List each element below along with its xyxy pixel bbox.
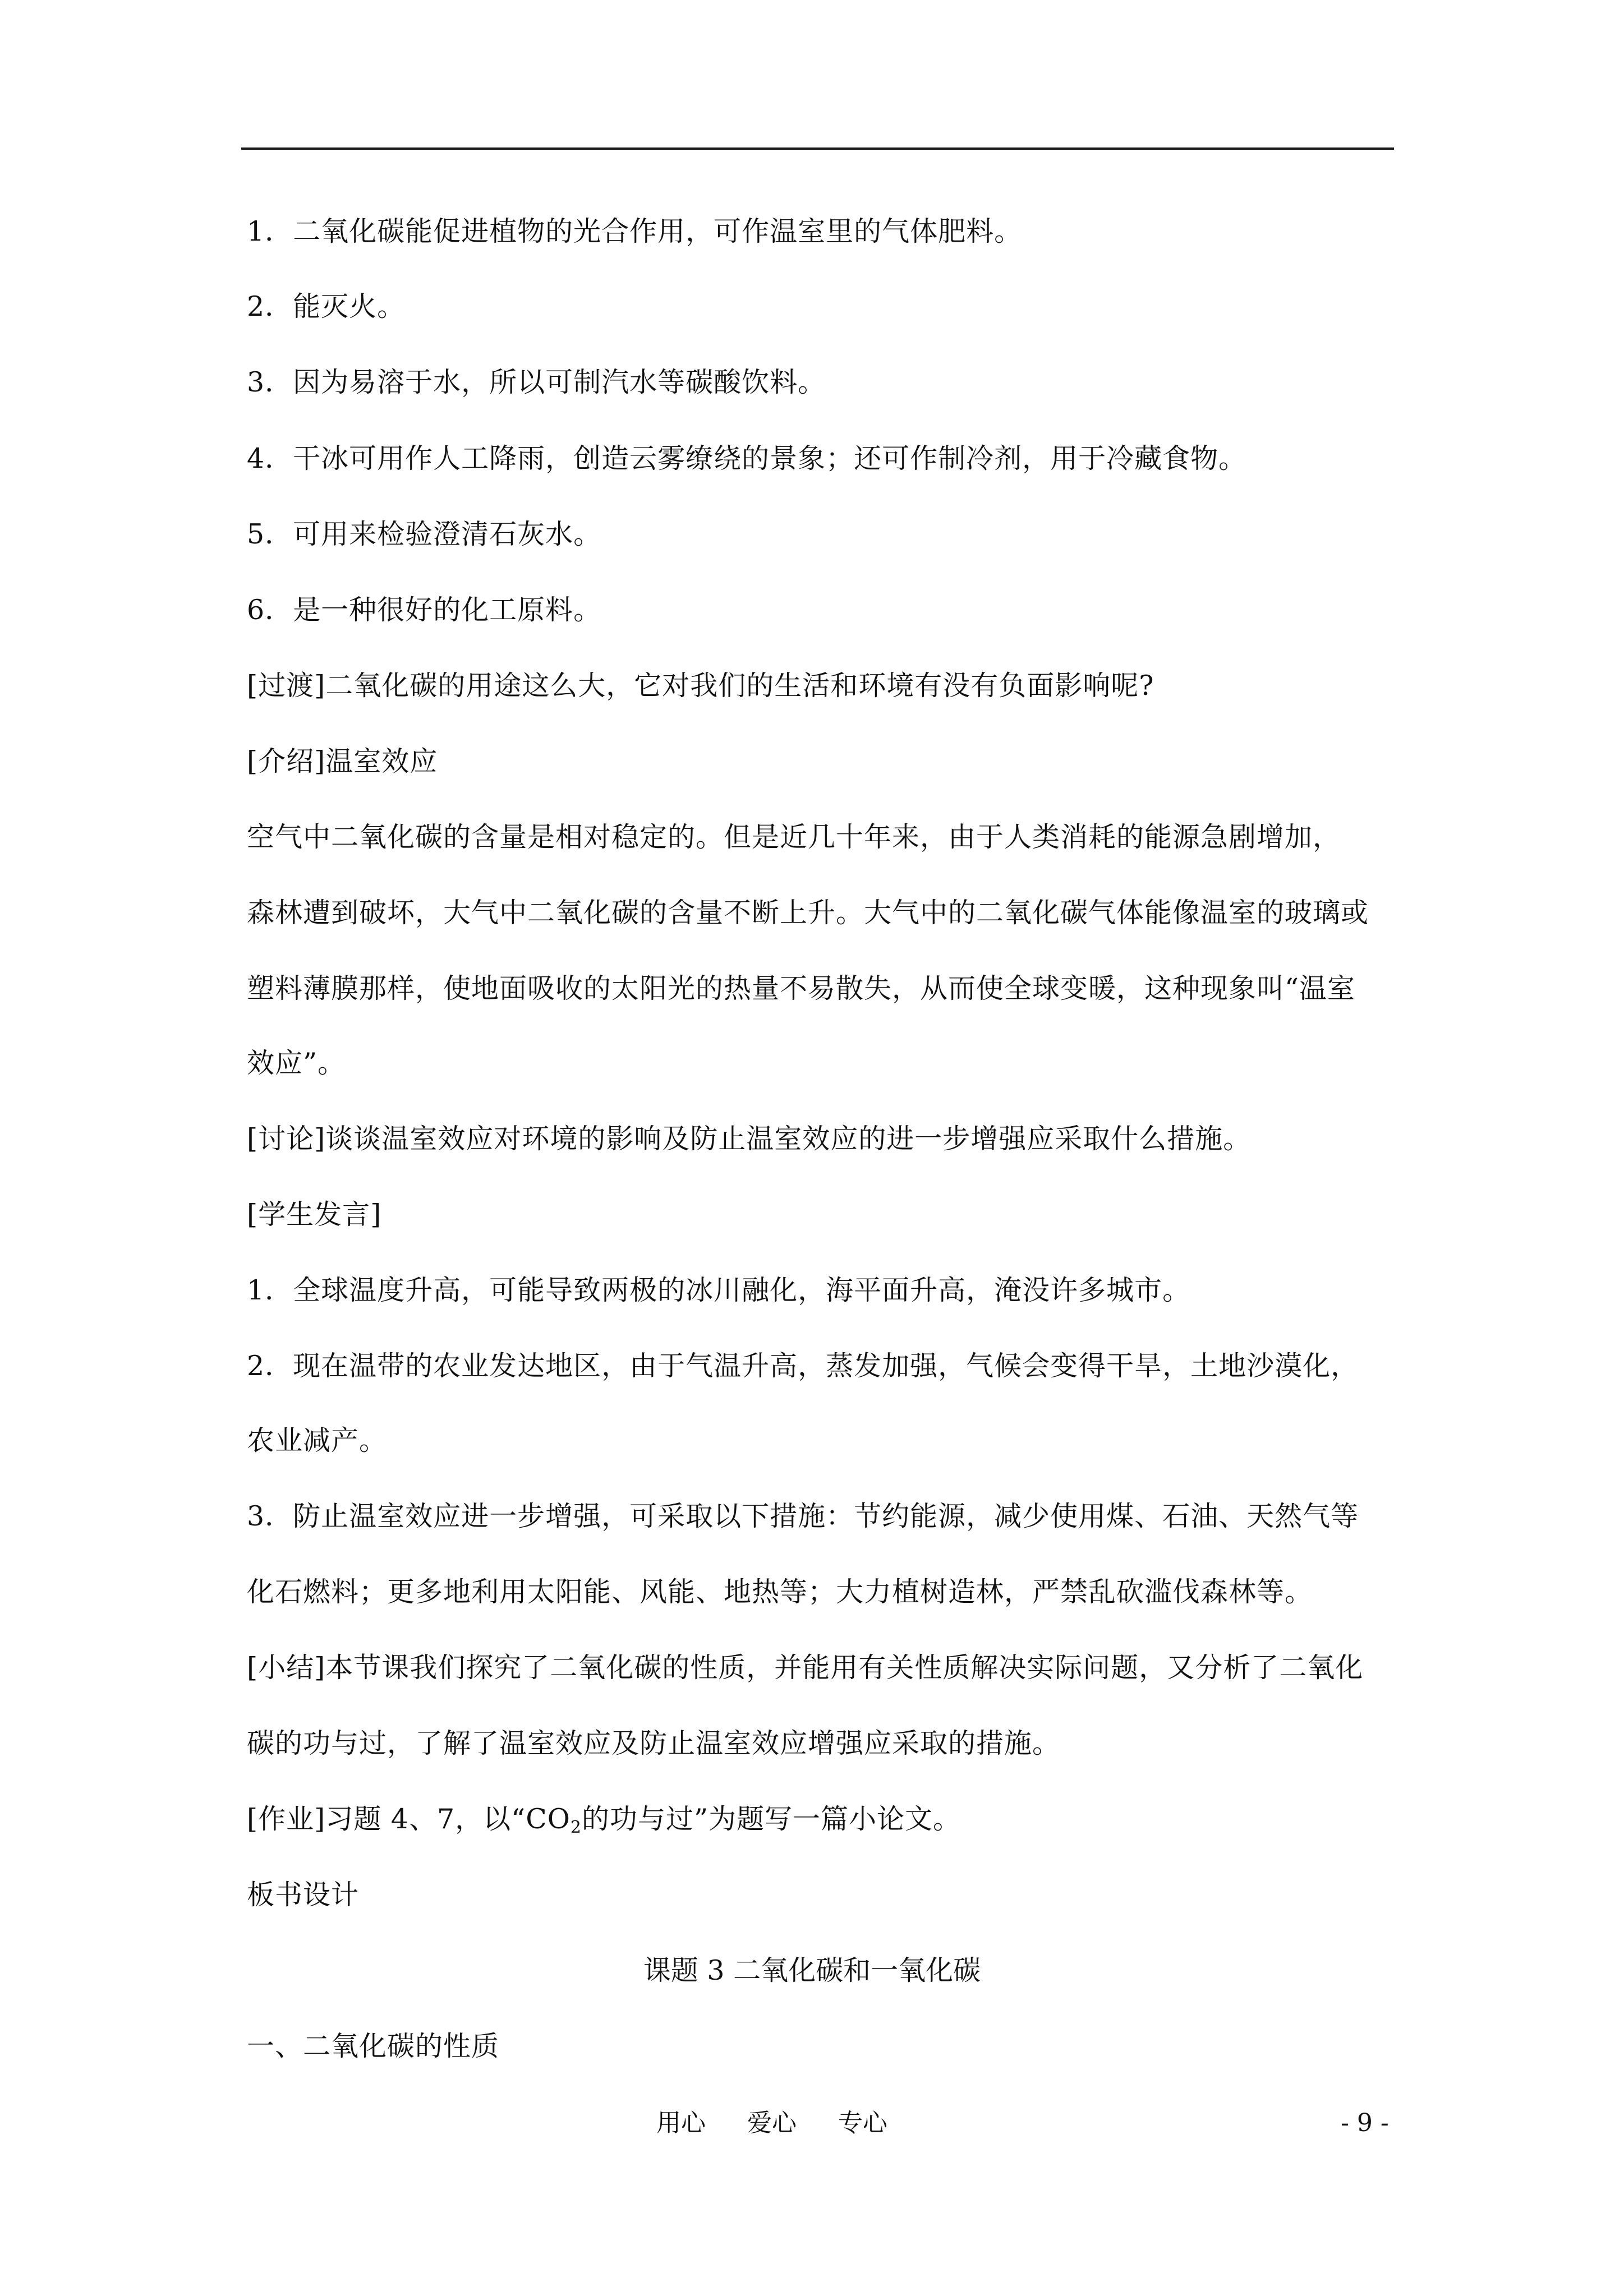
introduction-heading: [介绍]温室效应 — [247, 745, 438, 777]
use-item-4: 4．干冰可用作人工降雨，创造云雾缭绕的景象；还可作制冷剂，用于冷藏食物。 — [247, 442, 1247, 474]
summary-line-1: [小结]本节课我们探究了二氧化碳的性质，并能用有关性质解决实际问题，又分析了二氧化 — [247, 1652, 1364, 1684]
speech-item-3-line-1: 3．防止温室效应进一步增强，可采取以下措施：节约能源，减少使用煤、石油、天然气等 — [247, 1500, 1359, 1532]
student-speech-heading: [学生发言] — [247, 1198, 382, 1230]
use-item-1: 1．二氧化碳能促进植物的光合作用，可作温室里的气体肥料。 — [247, 215, 1023, 247]
use-item-5: 5．可用来检验澄清石灰水。 — [247, 518, 602, 550]
homework-paragraph — [247, 1802, 961, 1837]
homework-text-after: 的功与过”为题写一篇小论文。 — [581, 1803, 961, 1835]
discussion-paragraph: [讨论]谈谈温室效应对环境的影响及防止温室效应的进一步增强应采取什么措施。 — [247, 1123, 1252, 1155]
greenhouse-paragraph-line-4: 效应”。 — [247, 1047, 346, 1079]
speech-item-2-line-1: 2．现在温带的农业发达地区，由于气温升高，蒸发加强，气候会变得干旱，土地沙漠化， — [247, 1350, 1359, 1382]
use-item-6: 6．是一种很好的化工原料。 — [247, 594, 602, 626]
section-heading: 一、二氧化碳的性质 — [247, 2030, 500, 2062]
board-title: 课题 3 二氧化碳和一氧化碳 — [643, 1954, 981, 1986]
co2-subscript: 2 — [570, 1818, 582, 1837]
page-number: - 9 - — [1341, 2109, 1389, 2137]
use-item-2: 2．能灭火。 — [247, 291, 406, 322]
homework-text-before: [作业]习题 4、7，以“CO — [247, 1803, 571, 1835]
speech-item-1: 1．全球温度升高，可能导致两极的冰川融化，海平面升高，淹没许多城市。 — [247, 1274, 1191, 1306]
use-item-3: 3．因为易溶于水，所以可制汽水等碳酸饮料。 — [247, 366, 826, 398]
footer-motto: 用心 爱心 专心 — [656, 2109, 887, 2137]
greenhouse-paragraph-line-1: 空气中二氧化碳的含量是相对稳定的。但是近几十年来，由于人类消耗的能源急剧增加， — [247, 821, 1341, 853]
speech-item-2-line-2: 农业减产。 — [247, 1424, 388, 1456]
board-design-label: 板书设计 — [247, 1879, 360, 1911]
greenhouse-paragraph-line-3: 塑料薄膜那样，使地面吸收的太阳光的热量不易散失，从而使全球变暖，这种现象叫“温室 — [247, 972, 1356, 1004]
transition-paragraph: [过渡]二氧化碳的用途这么大，它对我们的生活和环境有没有负面影响呢? — [247, 670, 1154, 702]
header-rule — [241, 147, 1394, 150]
summary-line-2: 碳的功与过，了解了温室效应及防止温室效应增强应采取的措施。 — [247, 1727, 1061, 1759]
greenhouse-paragraph-line-2: 森林遭到破坏，大气中二氧化碳的含量不断上升。大气中的二氧化碳气体能像温室的玻璃或 — [247, 897, 1369, 929]
speech-item-3-line-2: 化石燃料；更多地利用太阳能、风能、地热等；大力植树造林，严禁乱砍滥伐森林等。 — [247, 1576, 1313, 1608]
